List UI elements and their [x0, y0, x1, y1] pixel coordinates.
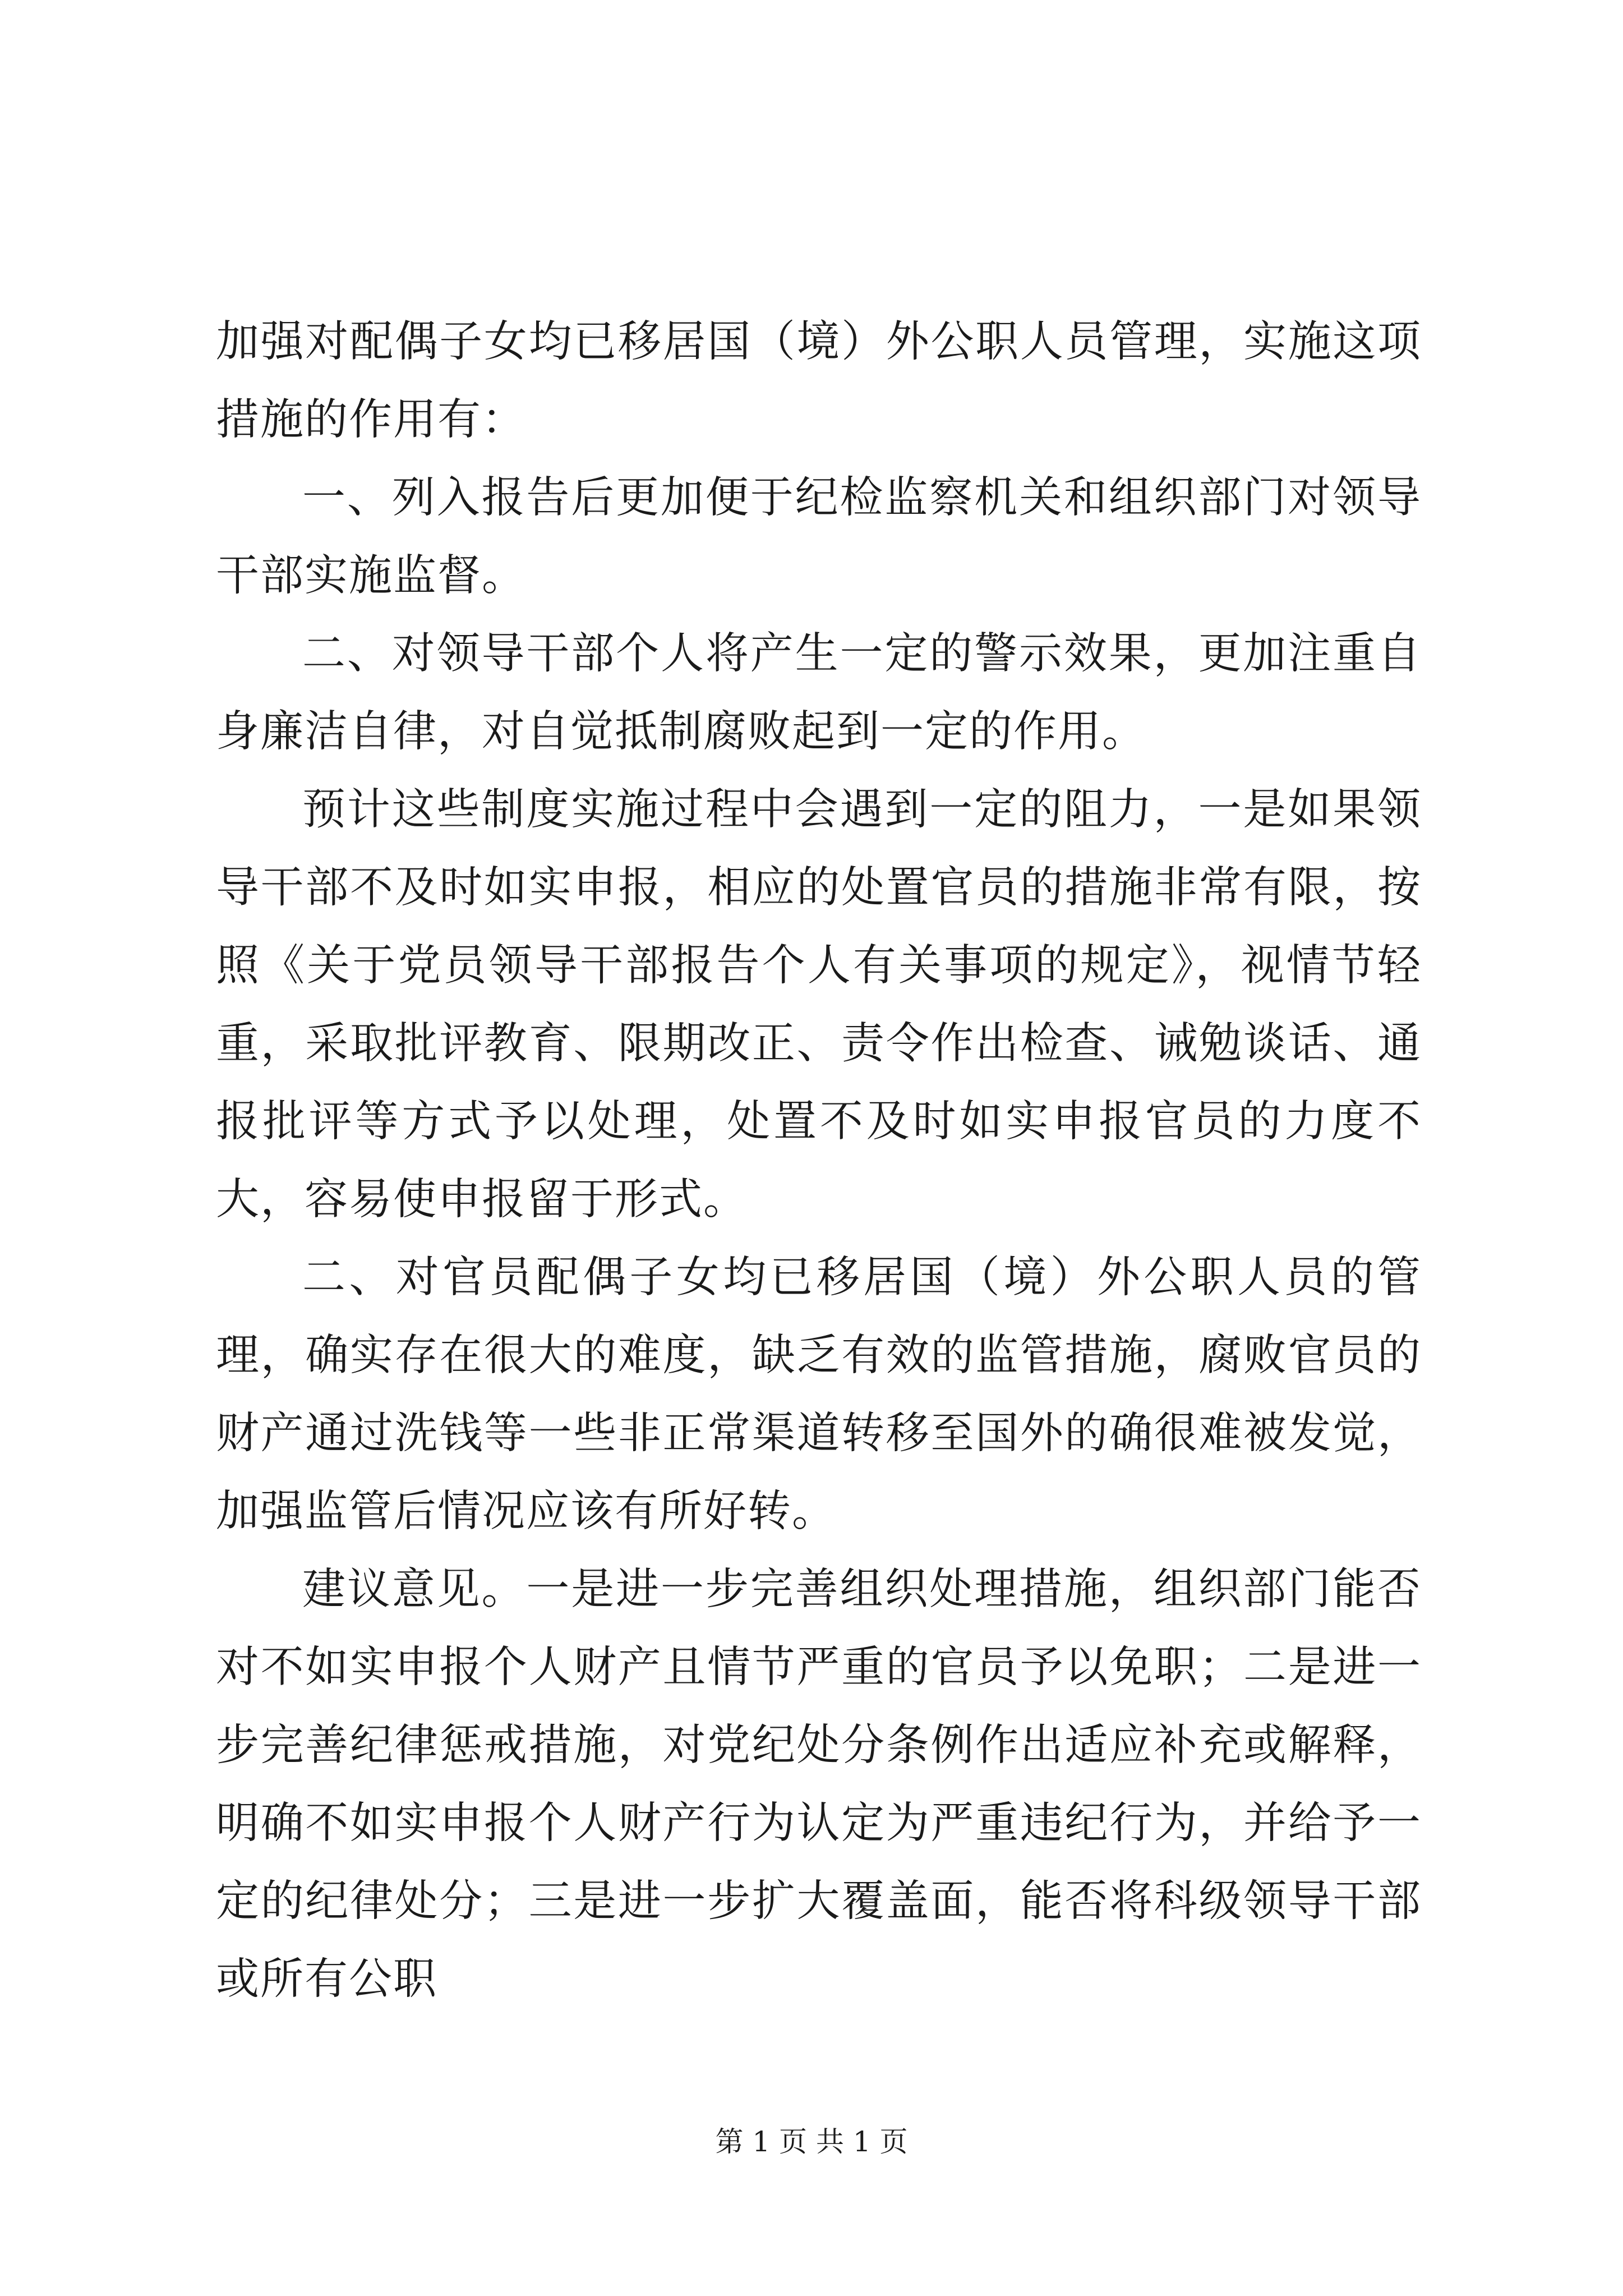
paragraph-point-two: 二、对领导干部个人将产生一定的警示效果，更加注重自身廉洁自律，对自觉抵制腐败起到一定的作用。	[216, 629, 1422, 757]
paragraph-point-one: 一、列入报告后更加便于纪检监察机关和组织部门对领导干部实施监督。	[216, 473, 1422, 601]
paragraph-resistance: 预计这些制度实施过程中会遇到一定的阻力，一是如果领导干部不及时如实申报，相应的处置官员的措施非常有限，按照《关于党员领导干部报告个人有关事项的规定》，视情节轻重，采取批评教育、限期改正、责令作出检查、诫勉谈话、通报批评等方式予以处理，处置不及时如实申报官员的力度不大，容易使申报留于形式。	[216, 785, 1422, 1225]
paragraph-intro: 加强对配偶子女均已移居国（境）外公职人员管理，实施这项措施的作用有：	[216, 317, 1422, 445]
document-body	[216, 303, 1422, 2018]
paragraph-overseas-management: 二、对官员配偶子女均已移居国（境）外公职人员的管理，确实存在很大的难度，缺乏有效的监管措施，腐败官员的财产通过洗钱等一些非正常渠道转移至国外的确很难被发觉，加强监管后情况应该有所好转。	[216, 1253, 1422, 1536]
page-footer: 第 1 页 共 1 页	[715, 2125, 908, 2158]
paragraph-suggestions: 建议意见。一是进一步完善组织处理措施，组织部门能否对不如实申报个人财产且情节严重的官员予以免职；二是进一步完善纪律惩戒措施，对党纪处分条例作出适应补充或解释，明确不如实申报个人财产行为认定为严重违纪行为，并给予一定的纪律处分；三是进一步扩大覆盖面，能否将科级领导干部或所有公职	[216, 1565, 1422, 2004]
